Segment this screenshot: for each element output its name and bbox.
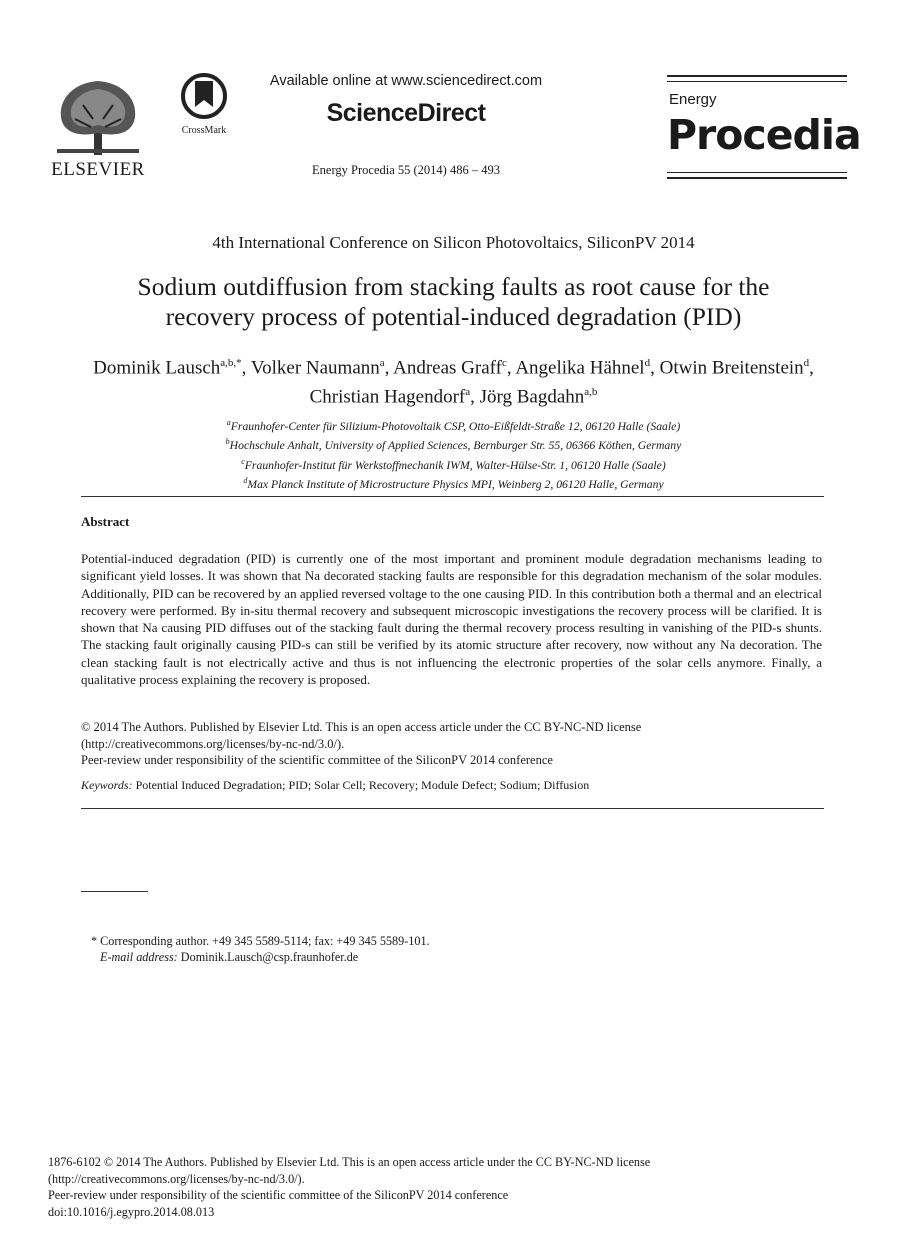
abstract-heading: Abstract xyxy=(81,514,130,529)
email-label: E-mail address: xyxy=(100,950,178,964)
elsevier-wordmark: ELSEVIER xyxy=(51,159,145,180)
elsevier-tree-icon xyxy=(53,75,143,157)
author-name: Angelika Hähnel xyxy=(515,357,645,379)
affiliation-item: $^d$Max Planck Institute of Microstructure Physics MPI, Weinberg 2, 06120 Halle, Germany xyxy=(243,476,664,492)
available-online-text[interactable]: Available online at www.sciencedirect.com xyxy=(269,73,543,89)
author-sup: c xyxy=(501,357,507,369)
author-name: Otwin Breitenstein xyxy=(659,357,804,379)
journal-reference: Energy Procedia 55 (2014) 486 – 493 xyxy=(312,163,500,177)
affiliation-list xyxy=(60,415,847,493)
footer-issn-copyright: 1876-6102 © 2014 The Authors. Published by Elsevier Ltd. This is an open access article under the CC BY-NC-ND license xyxy=(48,1155,651,1169)
keywords xyxy=(81,778,822,793)
author-name: Christian Hagendorf xyxy=(309,386,466,408)
license-link[interactable]: (http://creativecommons.org/licenses/by-nc-nd/3.0/). xyxy=(81,736,345,751)
divider-bottom xyxy=(81,808,824,809)
corresponding-author-footnote xyxy=(91,933,430,965)
corresponding-author: * Corresponding author. +49 345 5589-5114; fax: +49 345 5589-101. xyxy=(91,934,430,948)
keywords-label: Keywords: xyxy=(81,778,133,792)
keywords-list: Potential Induced Degradation; PID; Solar Cell; Recovery; Module Defect; Sodium; Diffusion xyxy=(135,778,590,792)
page-footer xyxy=(48,1154,808,1220)
paper-title xyxy=(60,272,847,332)
author-list: Dominik Lausch$^{a,b,*}$, Volker Naumann$^a$, Andreas Graff$^c$, Angelika Hähnel$^d$, Otwin Breitenstein$^d$, Christian Hagendorf$^a$, Jörg Bagdahn$^{a,b}$ xyxy=(93,357,814,408)
affiliation-item: $^c$Fraunhofer-Institut für Werkstoffmechanik IWM, Walter-Hülse-Str. 1, 06120 Halle (Saale) xyxy=(241,456,666,472)
author-name: Volker Naumann xyxy=(250,357,380,379)
peer-review-note: Peer-review under responsibility of the scientific committee of the SiliconPV 2014 conference xyxy=(81,753,553,767)
copyright-notice xyxy=(81,719,822,769)
crossmark-logo[interactable] xyxy=(175,73,233,136)
crossmark-label: CrossMark xyxy=(181,125,227,136)
title-line-2: recovery process of potential-induced degradation (PID) xyxy=(165,302,742,331)
author-sup: a,b,* xyxy=(220,357,242,369)
abstract-text: Potential-induced degradation (PID) is currently one of the most important and prominent module degradation mechanisms leading to significant yield losses. It was shown that Na decorated stacking faults are responsible for this degradation mechanism of the solar modules. Additionally, PID can be recovered by an applied reversed voltage to the one causing PID. In this contribution both a thermal and an electrical recovery were performed. By in-situ thermal recovery and subsequent microscopic investigations the recovery process will be clarified. It is shown that Na causing PID diffuses out of the stacking fault during the thermal recovery process resulting in vanishing of the PID-s shunts. The stacking fault originally causing PID-s can still be verified by its atomic structure after recovery, now without any Na decoration. The clean stacking fault is not electrically active and thus is not influencing the electronic properties of the solar cells anymore. Finally, a qualitative process explaining the recovery is proposed. xyxy=(81,551,822,688)
sciencedirect-wordmark: ScienceDirect xyxy=(326,99,486,127)
email-address[interactable]: Dominik.Lausch@csp.fraunhofer.de xyxy=(180,950,359,964)
footnote-rule xyxy=(81,891,148,892)
footer-doi[interactable]: doi:10.1016/j.egypro.2014.08.013 xyxy=(48,1204,215,1219)
author-name: Dominik Lausch xyxy=(93,357,221,379)
author-sup: a,b xyxy=(584,386,598,399)
author-name: Andreas Graff xyxy=(393,357,502,379)
footer-peer-review: Peer-review under responsibility of the scientific committee of the SiliconPV 2014 conference xyxy=(48,1188,509,1203)
energy-wordmark: Energy xyxy=(669,91,717,108)
footer-license-link[interactable]: (http://creativecommons.org/licenses/by-nc-nd/3.0/). xyxy=(48,1171,305,1186)
conference-name: 4th International Conference on Silicon Photovoltaics, SiliconPV 2014 xyxy=(212,233,695,252)
affiliation-item: $^b$Hochschule Anhalt, University of Applied Sciences, Bernburger Str. 55, 06366 Köthen, Germany xyxy=(225,437,682,453)
author-sup: a xyxy=(379,357,385,369)
title-line-1: Sodium outdiffusion from stacking faults as root cause for the xyxy=(137,272,770,301)
energy-procedia-logo xyxy=(667,75,861,179)
affiliation-item: $^a$Fraunhofer-Center für Silizium-Photovoltaik CSP, Otto-Eißfeldt-Straße 12, 06120 Halle (Saale) xyxy=(226,418,681,433)
elsevier-logo xyxy=(50,75,146,181)
email-line xyxy=(91,949,430,965)
crossmark-icon xyxy=(181,73,227,119)
author-name: Jörg Bagdahn xyxy=(479,386,585,408)
procedia-wordmark: Procedia xyxy=(667,111,861,159)
copyright-line: © 2014 The Authors. Published by Elsevier Ltd. This is an open access article under the CC BY-NC-ND license xyxy=(81,720,642,734)
author-sup: d xyxy=(803,357,810,369)
author-sup: d xyxy=(644,357,651,369)
divider-top xyxy=(81,496,824,497)
author-sup: a xyxy=(465,386,471,399)
